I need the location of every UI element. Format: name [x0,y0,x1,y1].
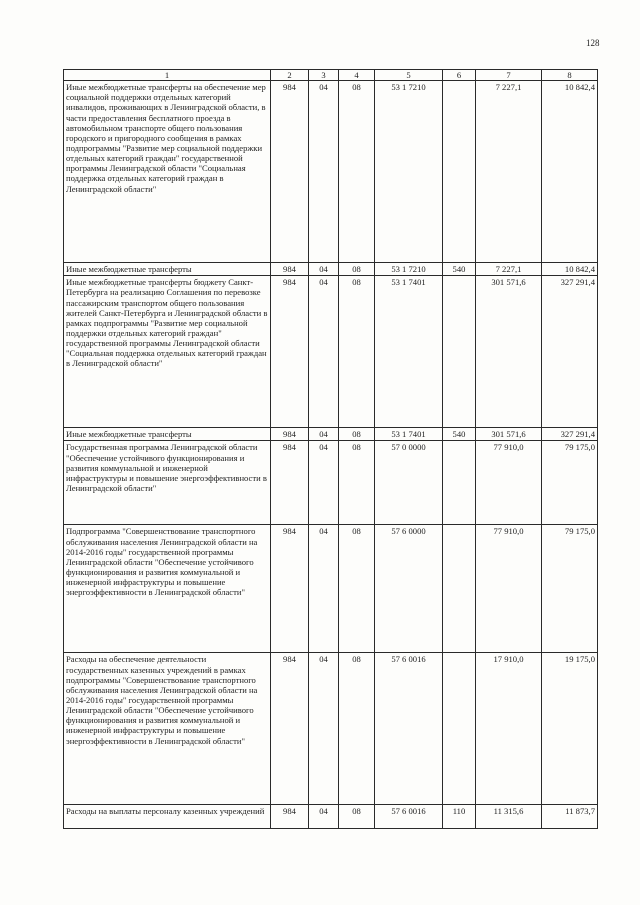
header-col-5: 5 [375,70,443,81]
row-target-article: 53 1 7210 [375,81,443,263]
table-row [64,276,598,428]
row-amount-year2: 79 175,0 [542,525,598,653]
row-expense-type [443,525,476,653]
row-amount-year2: 327 291,4 [542,276,598,428]
row-name: Подпрограмма "Совершенствование транспортного обслуживания населения Ленинградской области на 2014-2016 годы" государственной программы Ленинградской области "Обеспечение устойчивого функционирования и развития коммунальной и инженерной инфраструктуры и повышение энергоэффективности в Ленинградской области" [64,525,271,653]
row-section: 04 [309,81,339,263]
table-row [64,81,598,263]
row-amount-year2: 10 842,4 [542,263,598,276]
header-col-8: 8 [542,70,598,81]
row-target-article: 53 1 7210 [375,263,443,276]
row-target-article: 57 6 0016 [375,805,443,829]
budget-table [63,69,598,829]
row-name: Расходы на выплаты персоналу казенных учреждений [64,805,271,829]
row-subsection: 08 [339,276,375,428]
row-target-article: 53 1 7401 [375,276,443,428]
row-subsection: 08 [339,428,375,441]
table-row [64,653,598,805]
row-name: Иные межбюджетные трансферты [64,428,271,441]
row-amount-year1: 17 910,0 [476,653,542,805]
row-target-article: 57 0 0000 [375,441,443,525]
row-amount-year1: 301 571,6 [476,276,542,428]
row-target-article: 57 6 0016 [375,653,443,805]
header-col-4: 4 [339,70,375,81]
row-section: 04 [309,525,339,653]
row-ministry-code: 984 [271,276,309,428]
table-row [64,263,598,276]
row-name: Иные межбюджетные трансферты [64,263,271,276]
row-section: 04 [309,276,339,428]
row-subsection: 08 [339,805,375,829]
row-ministry-code: 984 [271,805,309,829]
table-row [64,805,598,829]
row-ministry-code: 984 [271,525,309,653]
table-row [64,441,598,525]
row-expense-type [443,441,476,525]
row-subsection: 08 [339,525,375,653]
row-name: Государственная программа Ленинградской области "Обеспечение устойчивого функционирования и развития коммунальной и инженерной инфраструктуры и повышение энергоэффективности в Ленинградской области" [64,441,271,525]
row-subsection: 08 [339,263,375,276]
row-amount-year2: 10 842,4 [542,81,598,263]
row-target-article: 53 1 7401 [375,428,443,441]
row-target-article: 57 6 0000 [375,525,443,653]
table-row [64,525,598,653]
row-ministry-code: 984 [271,81,309,263]
row-amount-year1: 11 315,6 [476,805,542,829]
header-col-1: 1 [64,70,271,81]
row-amount-year2: 11 873,7 [542,805,598,829]
row-subsection: 08 [339,441,375,525]
row-amount-year2: 79 175,0 [542,441,598,525]
row-section: 04 [309,653,339,805]
page-number: 128 [586,38,600,48]
row-expense-type [443,653,476,805]
header-col-3: 3 [309,70,339,81]
row-ministry-code: 984 [271,263,309,276]
row-subsection: 08 [339,653,375,805]
header-col-2: 2 [271,70,309,81]
row-ministry-code: 984 [271,428,309,441]
row-amount-year2: 327 291,4 [542,428,598,441]
row-subsection: 08 [339,81,375,263]
row-expense-type [443,276,476,428]
row-expense-type: 540 [443,263,476,276]
row-amount-year1: 301 571,6 [476,428,542,441]
header-col-6: 6 [443,70,476,81]
row-ministry-code: 984 [271,441,309,525]
header-row [64,70,598,81]
table-row [64,428,598,441]
row-amount-year2: 19 175,0 [542,653,598,805]
row-ministry-code: 984 [271,653,309,805]
row-expense-type: 540 [443,428,476,441]
row-section: 04 [309,441,339,525]
row-name: Иные межбюджетные трансферты бюджету Санкт-Петербурга на реализацию Соглашения по перевозке пассажирским транспортом общего пользования жителей Санкт-Петербурга и Ленинградской области в рамках подпрограммы "Развитие мер социальной поддержки отдельных категорий граждан" государственной программы Ленинградской области "Социальная поддержка отдельных категорий граждан в Ленинградской области" [64,276,271,428]
row-amount-year1: 77 910,0 [476,441,542,525]
row-name: Иные межбюджетные трансферты на обеспечение мер социальной поддержки отдельных категорий инвалидов, проживающих в Ленинградской области, в части предоставления бесплатного проезда в автомобильном транспорте общего пользования городского и пригородного сообщения в рамках подпрограммы "Развитие мер социальной поддержки отдельных категорий граждан" государственной программы Ленинградской области "Социальная поддержка отдельных категорий граждан в Ленинградской области" [64,81,271,263]
row-amount-year1: 7 227,1 [476,263,542,276]
row-section: 04 [309,428,339,441]
row-amount-year1: 7 227,1 [476,81,542,263]
row-expense-type: 110 [443,805,476,829]
header-col-7: 7 [476,70,542,81]
row-name: Расходы на обеспечение деятельности государственных казенных учреждений в рамках подпрограммы "Совершенствование транспортного обслуживания населения Ленинградской области на 2014-2016 годы" государственной программы Ленинградской области "Обеспечение устойчивого функционирования и развития коммунальной и инженерной инфраструктуры и повышение энергоэффективности в Ленинградской области" [64,653,271,805]
row-section: 04 [309,805,339,829]
row-amount-year1: 77 910,0 [476,525,542,653]
row-expense-type [443,81,476,263]
row-section: 04 [309,263,339,276]
